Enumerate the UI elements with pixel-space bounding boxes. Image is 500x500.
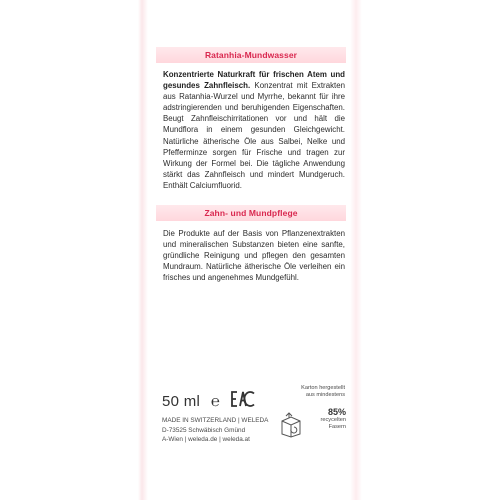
recycled-percent-block: [306, 407, 346, 431]
recycle-note: [271, 385, 345, 399]
section-header-ratanhia: [156, 47, 346, 63]
address-line-2: D-73525 Schwäbisch Gmünd: [162, 426, 246, 434]
recycle-note-line1: Karton hergestellt: [301, 385, 345, 391]
mundpflege-description: Die Produkte auf der Basis von Pflanzenextrakten und mineralischen Substanzen bieten eine sanfte, gründliche Reinigung und pflegen den gesamten Mundraum. Natürliche ätherische Öle verleihen ein frisches und angenehmes Mundgefühl.: [163, 229, 345, 283]
recycled-box-icon: [280, 412, 302, 438]
recycled-percent-label1: recycelten: [320, 417, 346, 423]
section-title-ratanhia: Ratanhia-Mundwasser: [204, 50, 298, 60]
ratanhia-body-text: Konzentrat mit Extrakten aus Ratanhia-Wurzel und Myrrhe, bekannt für ihre adstringierenden und beruhigenden Eigenschaften. Beugt Zahnfleischirritationen vor und hält die Mundflora in einem gesunden Gleichgewicht. Natürliche ätherische Öle aus Salbei, Nelke und Pfefferminze sorgen für Frische und tragen zur Wirkung der Formel bei. Die tägliche Anwendung stärkt das Zahnfleisch und mindert Mundgeruch. Enthält Calciumfluorid.: [163, 81, 345, 190]
estimate-sign-icon: ℮: [211, 393, 221, 410]
manufacturer-address: [162, 416, 282, 445]
address-line-1: MADE IN SWITZERLAND | WELEDA: [162, 417, 269, 424]
recycled-percent-label2: Fasern: [328, 424, 346, 430]
volume-label: 50 ml: [162, 393, 201, 410]
ratanhia-description: [163, 69, 345, 191]
recycle-note-line2: aus mindestens: [305, 392, 345, 398]
recycled-percent: 85%: [327, 407, 346, 417]
section-header-mundpflege: [156, 205, 346, 221]
address-line-3: A-Wien | weleda.de | weleda.at: [162, 436, 250, 443]
section-title-mundpflege: Zahn- und Mundpflege: [204, 208, 298, 218]
ratanhia-lead-text: Konzentrierte Naturkraft für frischen Atem und gesundes Zahnfleisch.: [163, 70, 345, 91]
label-panel: [156, 41, 346, 475]
eac-certification-icon: [230, 389, 256, 409]
